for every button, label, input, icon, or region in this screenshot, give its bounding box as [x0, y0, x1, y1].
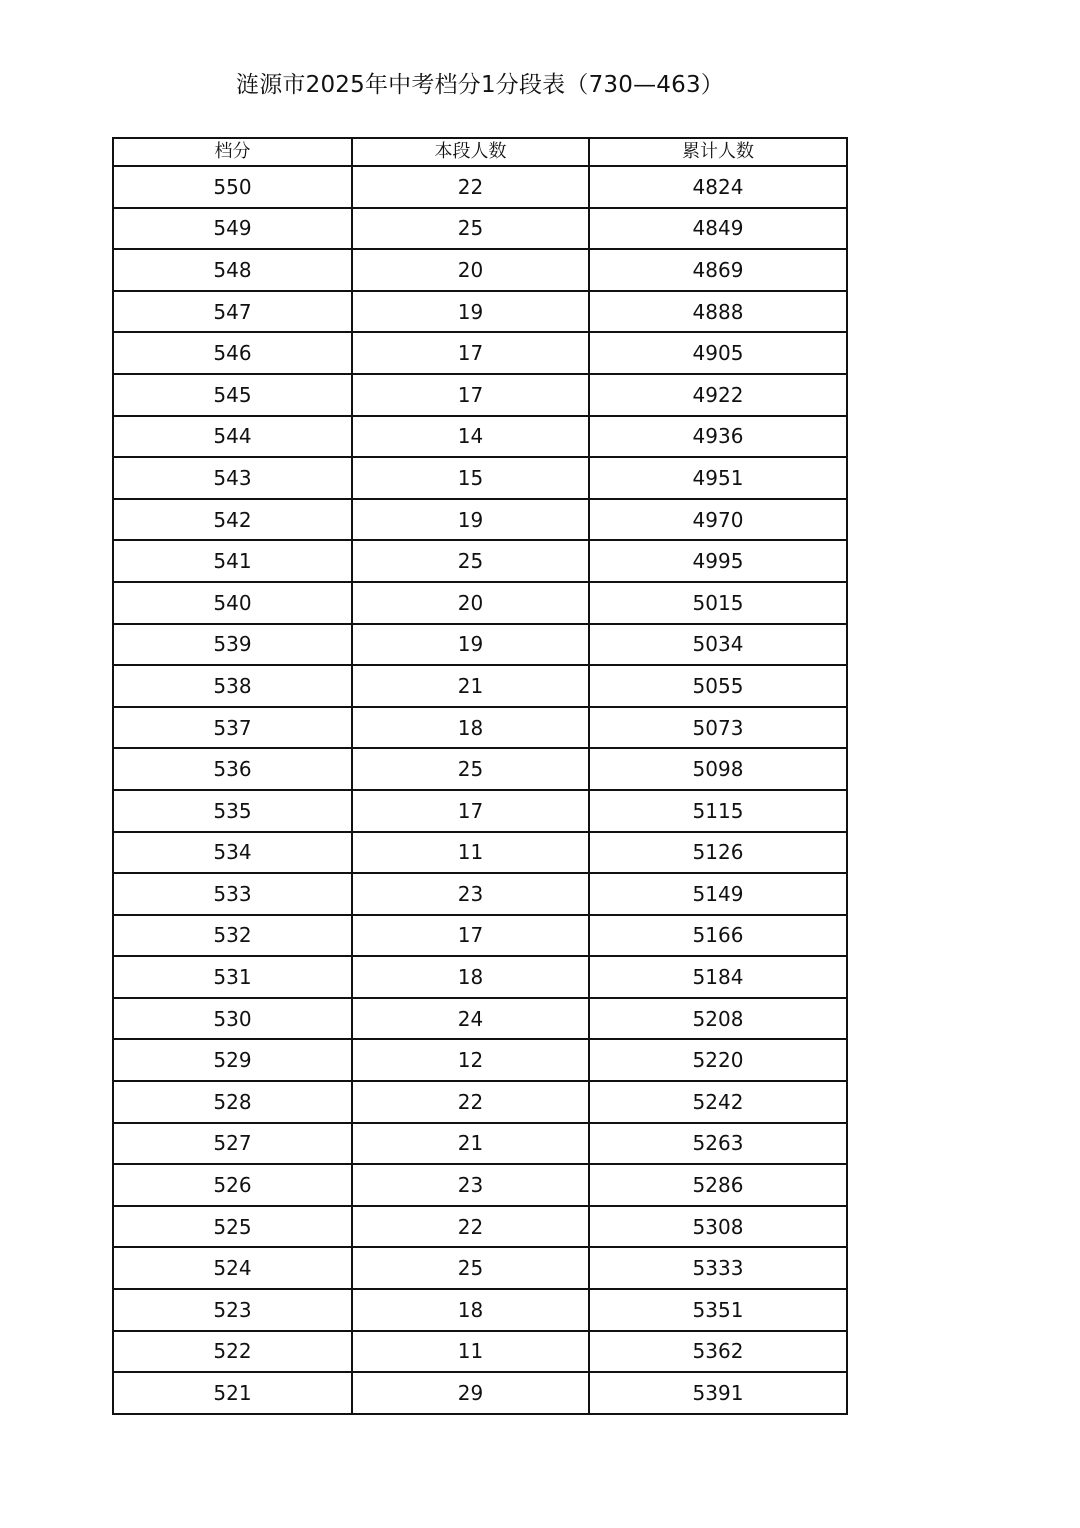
cumulative-count-cell: 5115	[589, 790, 847, 832]
segment-count-cell: 18	[352, 956, 589, 998]
table-row	[113, 1164, 847, 1206]
segment-count-cell: 17	[352, 374, 589, 416]
segment-count-cell: 19	[352, 499, 589, 541]
segment-count-cell: 20	[352, 582, 589, 624]
header-score: 档分	[113, 138, 352, 166]
cumulative-count-cell: 4922	[589, 374, 847, 416]
cumulative-count-cell: 4970	[589, 499, 847, 541]
cumulative-count-cell: 4995	[589, 540, 847, 582]
cumulative-count-cell: 5362	[589, 1331, 847, 1373]
segment-count-cell: 11	[352, 1331, 589, 1373]
cumulative-count-cell: 5098	[589, 748, 847, 790]
cumulative-count-cell: 4936	[589, 416, 847, 458]
table-row	[113, 166, 847, 208]
score-cell: 536	[113, 748, 352, 790]
header-cumulative-count: 累计人数	[589, 138, 847, 166]
header-row	[113, 138, 847, 166]
score-cell: 550	[113, 166, 352, 208]
score-cell: 541	[113, 540, 352, 582]
table-row	[113, 1206, 847, 1248]
table-row	[113, 1372, 847, 1414]
segment-count-cell: 24	[352, 998, 589, 1040]
cumulative-count-cell: 4905	[589, 332, 847, 374]
cumulative-count-cell: 5351	[589, 1289, 847, 1331]
score-cell: 532	[113, 915, 352, 957]
table-row	[113, 291, 847, 333]
table-row	[113, 707, 847, 749]
segment-count-cell: 19	[352, 291, 589, 333]
segment-count-cell: 25	[352, 1247, 589, 1289]
score-cell: 547	[113, 291, 352, 333]
table-row	[113, 1247, 847, 1289]
score-cell: 522	[113, 1331, 352, 1373]
score-cell: 537	[113, 707, 352, 749]
table-row	[113, 332, 847, 374]
score-cell: 529	[113, 1039, 352, 1081]
cumulative-count-cell: 5184	[589, 956, 847, 998]
segment-count-cell: 22	[352, 1081, 589, 1123]
segment-count-cell: 14	[352, 416, 589, 458]
segment-count-cell: 12	[352, 1039, 589, 1081]
page-title: 涟源市2025年中考档分1分段表（730—463）	[236, 72, 724, 98]
segment-count-cell: 21	[352, 1123, 589, 1165]
score-cell: 542	[113, 499, 352, 541]
cumulative-count-cell: 5055	[589, 665, 847, 707]
segment-count-cell: 25	[352, 208, 589, 250]
segment-count-cell: 19	[352, 624, 589, 666]
table-row	[113, 873, 847, 915]
cumulative-count-cell: 5220	[589, 1039, 847, 1081]
table-row	[113, 624, 847, 666]
segment-count-cell: 22	[352, 1206, 589, 1248]
segment-count-cell: 23	[352, 1164, 589, 1206]
cumulative-count-cell: 4888	[589, 291, 847, 333]
segment-count-cell: 25	[352, 748, 589, 790]
table-row	[113, 457, 847, 499]
cumulative-count-cell: 5286	[589, 1164, 847, 1206]
segment-count-cell: 17	[352, 332, 589, 374]
score-cell: 531	[113, 956, 352, 998]
header-segment-count: 本段人数	[352, 138, 589, 166]
cumulative-count-cell: 5015	[589, 582, 847, 624]
segment-count-cell: 17	[352, 915, 589, 957]
segment-count-cell: 21	[352, 665, 589, 707]
score-cell: 530	[113, 998, 352, 1040]
table-row	[113, 416, 847, 458]
cumulative-count-cell: 4849	[589, 208, 847, 250]
table-row	[113, 208, 847, 250]
cumulative-count-cell: 4869	[589, 249, 847, 291]
segment-count-cell: 18	[352, 1289, 589, 1331]
cumulative-count-cell: 4824	[589, 166, 847, 208]
score-cell: 521	[113, 1372, 352, 1414]
score-cell: 538	[113, 665, 352, 707]
score-cell: 528	[113, 1081, 352, 1123]
cumulative-count-cell: 5308	[589, 1206, 847, 1248]
segment-count-cell: 20	[352, 249, 589, 291]
segment-count-cell: 17	[352, 790, 589, 832]
cumulative-count-cell: 5242	[589, 1081, 847, 1123]
table-row	[113, 1289, 847, 1331]
segment-count-cell: 29	[352, 1372, 589, 1414]
table-row	[113, 499, 847, 541]
cumulative-count-cell: 5126	[589, 832, 847, 874]
score-cell: 548	[113, 249, 352, 291]
score-distribution-table	[112, 137, 848, 1415]
score-cell: 525	[113, 1206, 352, 1248]
segment-count-cell: 25	[352, 540, 589, 582]
table-row	[113, 1039, 847, 1081]
score-cell: 535	[113, 790, 352, 832]
segment-count-cell: 22	[352, 166, 589, 208]
table-row	[113, 956, 847, 998]
table-row	[113, 1081, 847, 1123]
segment-count-cell: 11	[352, 832, 589, 874]
cumulative-count-cell: 5391	[589, 1372, 847, 1414]
cumulative-count-cell: 5333	[589, 1247, 847, 1289]
score-cell: 544	[113, 416, 352, 458]
table-header	[113, 138, 847, 166]
table-row	[113, 249, 847, 291]
cumulative-count-cell: 5034	[589, 624, 847, 666]
score-cell: 533	[113, 873, 352, 915]
score-cell: 543	[113, 457, 352, 499]
score-cell: 545	[113, 374, 352, 416]
score-cell: 540	[113, 582, 352, 624]
score-cell: 549	[113, 208, 352, 250]
table-row	[113, 915, 847, 957]
segment-count-cell: 15	[352, 457, 589, 499]
cumulative-count-cell: 5073	[589, 707, 847, 749]
table-row	[113, 832, 847, 874]
table-body	[113, 166, 847, 1414]
table-row	[113, 748, 847, 790]
segment-count-cell: 18	[352, 707, 589, 749]
table-row	[113, 582, 847, 624]
score-cell: 546	[113, 332, 352, 374]
cumulative-count-cell: 5166	[589, 915, 847, 957]
score-cell: 526	[113, 1164, 352, 1206]
cumulative-count-cell: 5208	[589, 998, 847, 1040]
cumulative-count-cell: 5263	[589, 1123, 847, 1165]
score-cell: 523	[113, 1289, 352, 1331]
table-row	[113, 665, 847, 707]
table-row	[113, 998, 847, 1040]
score-cell: 524	[113, 1247, 352, 1289]
segment-count-cell: 23	[352, 873, 589, 915]
cumulative-count-cell: 4951	[589, 457, 847, 499]
table-row	[113, 790, 847, 832]
score-cell: 527	[113, 1123, 352, 1165]
table-row	[113, 374, 847, 416]
table-row	[113, 1331, 847, 1373]
table-row	[113, 1123, 847, 1165]
score-cell: 539	[113, 624, 352, 666]
cumulative-count-cell: 5149	[589, 873, 847, 915]
table-row	[113, 540, 847, 582]
score-cell: 534	[113, 832, 352, 874]
